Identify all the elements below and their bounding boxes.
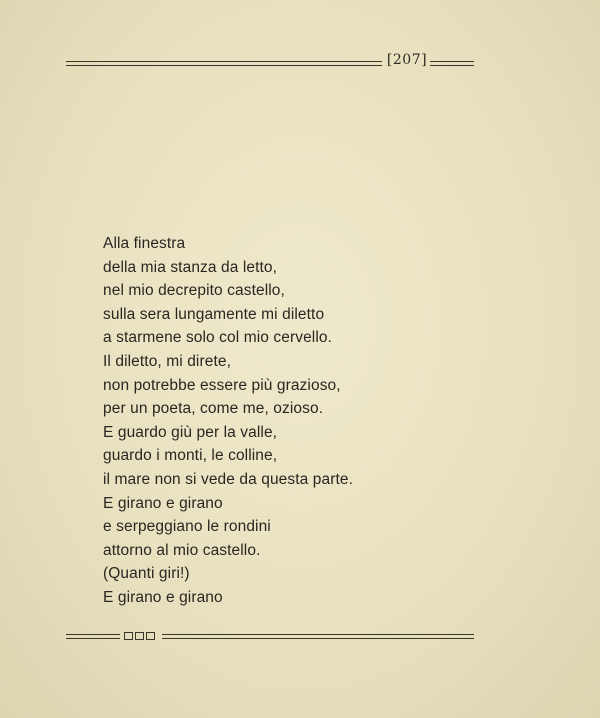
poem-line: (Quanti giri!) — [103, 565, 190, 583]
poem-line: E guardo giù per la valle, — [103, 423, 278, 441]
header-rule — [66, 52, 474, 70]
three-squares-ornament-icon — [124, 631, 160, 642]
footer-rule-right-line — [162, 634, 474, 639]
footer-rule-left-line — [66, 634, 120, 639]
poem-line: nel mio decrepito castello, — [103, 282, 285, 300]
page-number: [207] — [386, 52, 428, 68]
ornament-square — [146, 632, 155, 640]
poem-line: sulla sera lungamente mi diletto — [103, 305, 325, 323]
footer-rule — [66, 631, 474, 643]
header-rule-right-line — [430, 61, 474, 66]
poem-line: il mare non si vede da questa parte. — [103, 470, 354, 488]
ornament-square — [124, 632, 133, 640]
poem-line: E girano e girano — [103, 588, 223, 606]
poem-line: Alla finestra — [103, 235, 186, 252]
poem-line: E girano e girano — [103, 494, 223, 512]
poem-line: Il diletto, mi direte, — [103, 352, 231, 370]
poem-line: per un poeta, come me, ozioso. — [103, 400, 324, 418]
poem-line: e serpeggiano le rondini — [103, 518, 271, 536]
header-rule-left-line — [66, 61, 382, 66]
ornament-square — [135, 632, 144, 640]
poem-line: attorno al mio castello. — [103, 541, 261, 559]
poem-line: non potrebbe essere più grazioso, — [103, 376, 341, 394]
poem-line: a starmene solo col mio cervello. — [103, 329, 333, 347]
poem-line: guardo i monti, le colline, — [103, 447, 278, 465]
poem-text — [103, 232, 423, 610]
poem-line: della mia stanza da letto, — [103, 258, 278, 276]
